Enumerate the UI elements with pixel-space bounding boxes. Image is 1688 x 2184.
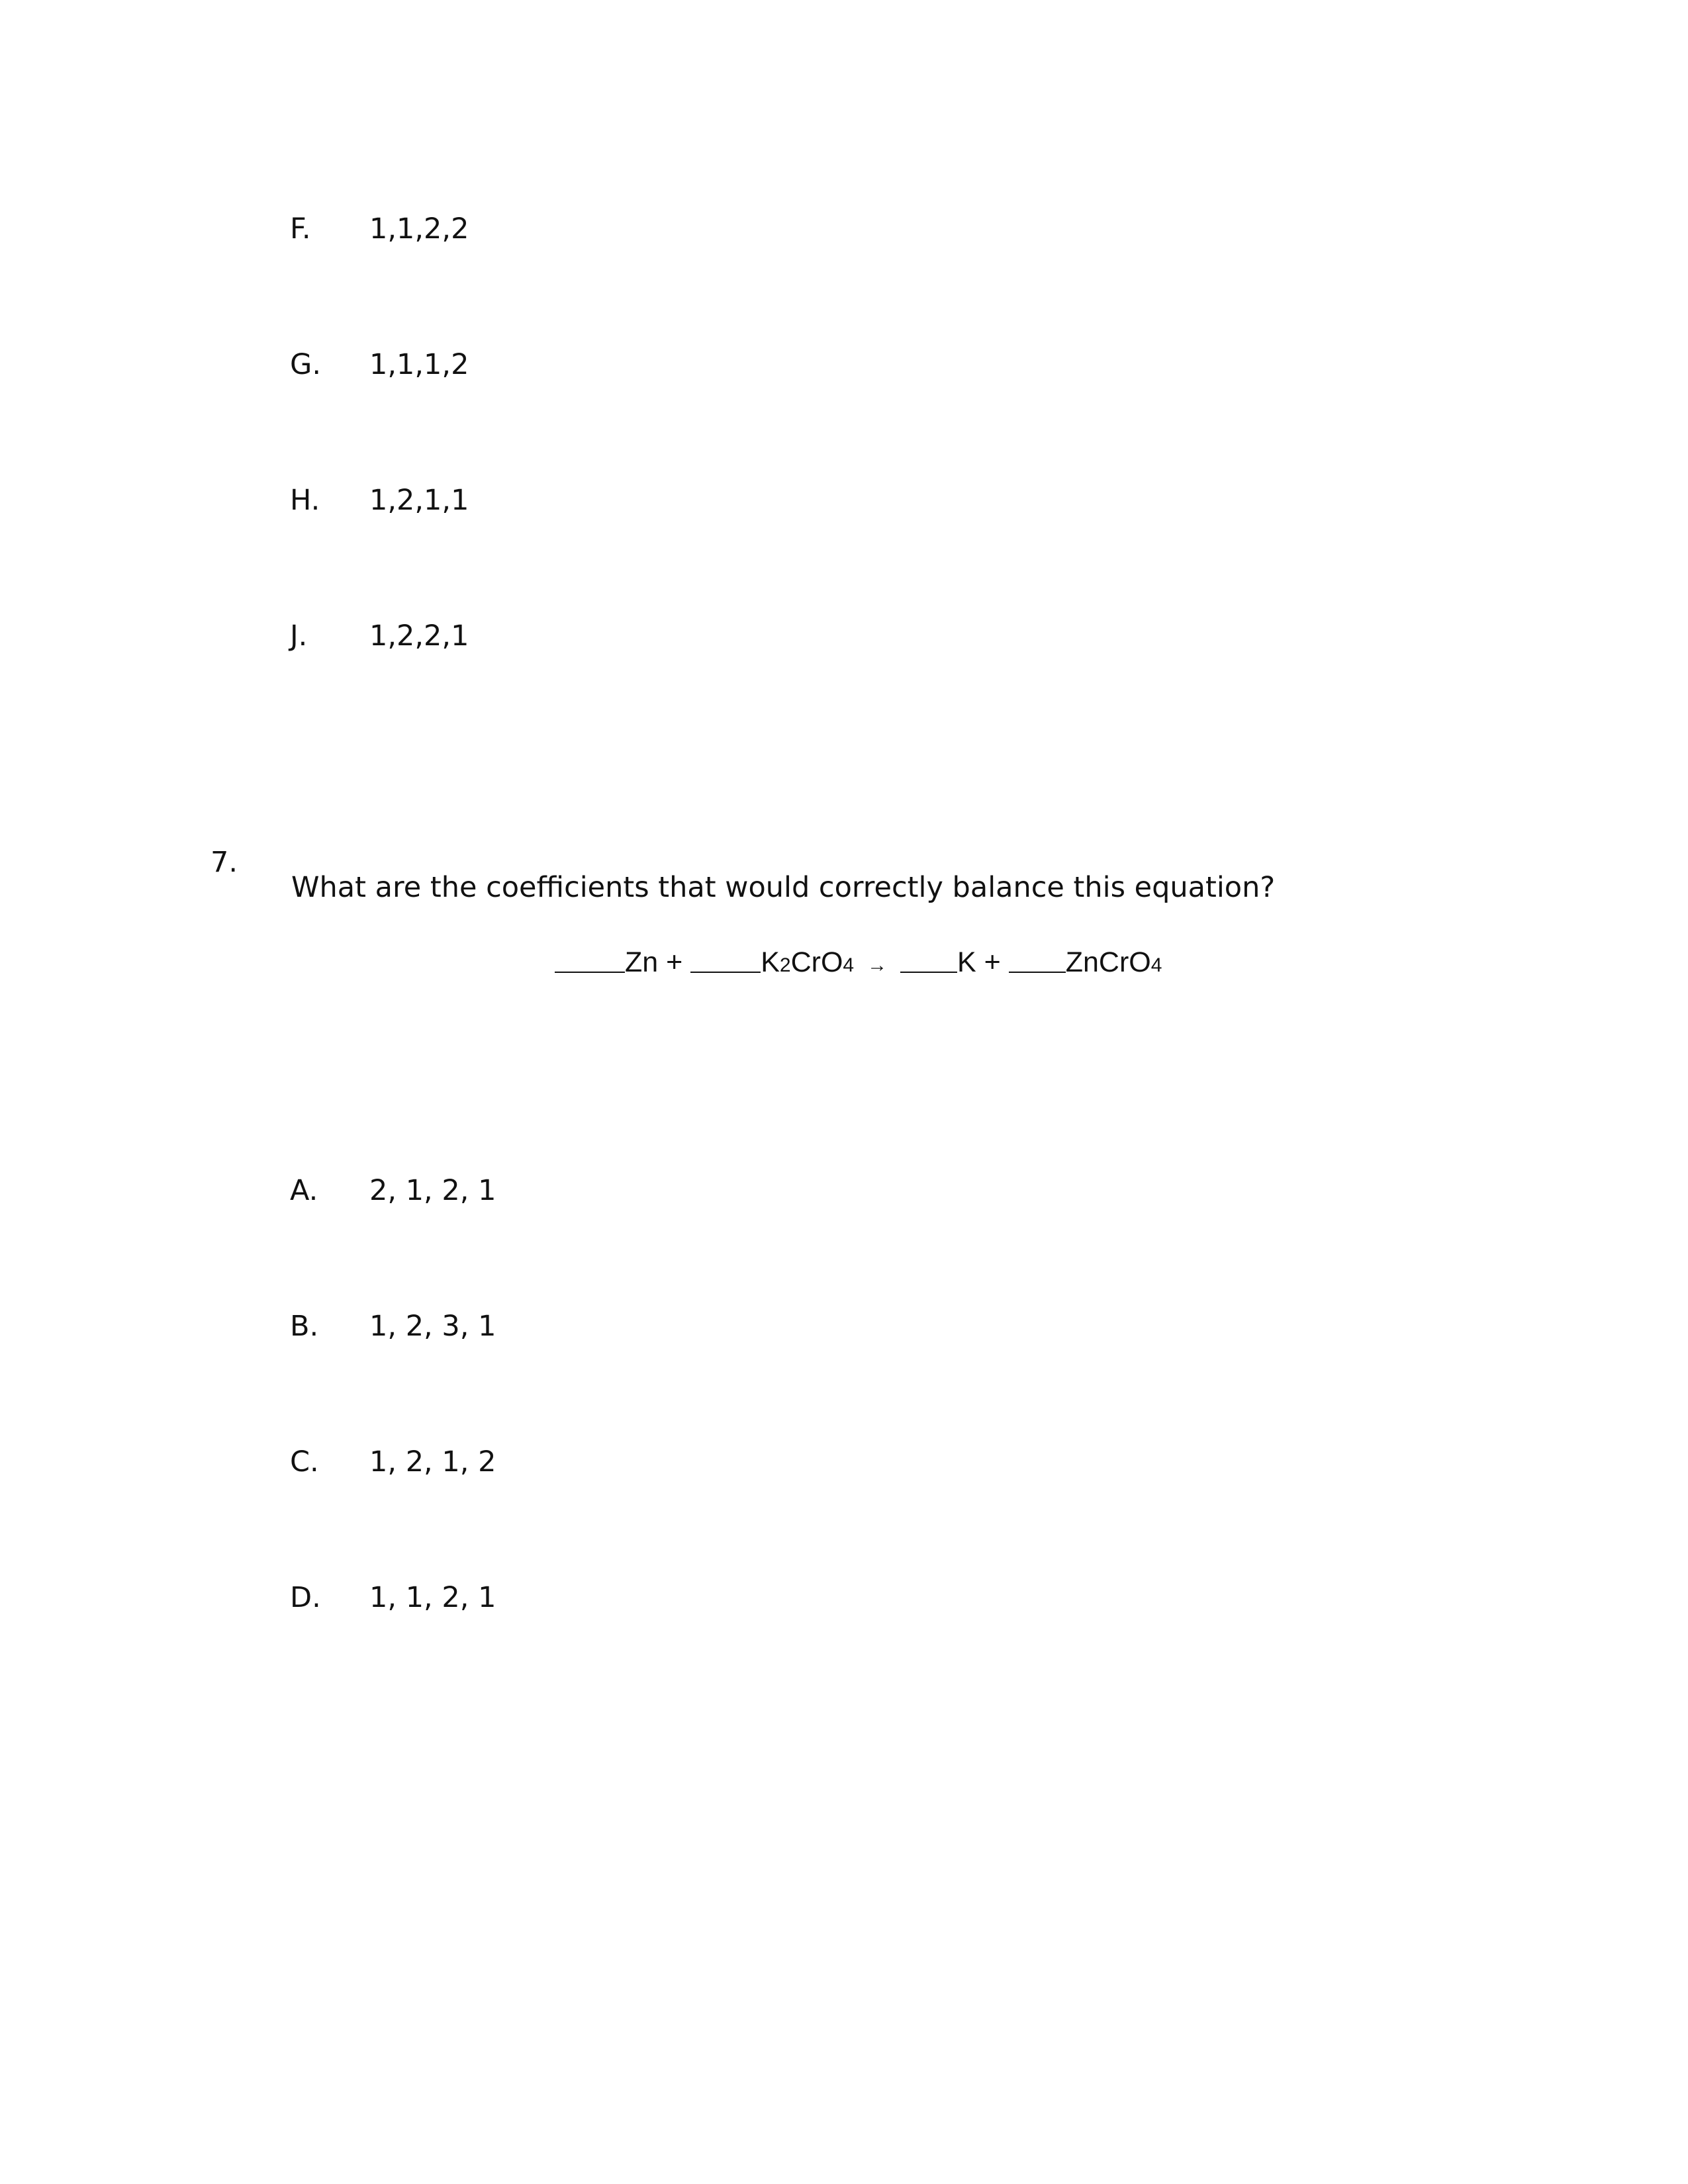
choice-value: 2, 1, 2, 1 — [369, 1174, 496, 1207]
subscript: 4 — [843, 954, 855, 976]
choice-letter: B. — [290, 1310, 319, 1343]
answer-choice-j[interactable] — [290, 619, 469, 653]
coefficient-blank-3[interactable] — [900, 948, 957, 973]
choice-letter: G. — [290, 348, 321, 381]
answer-choice-a[interactable] — [290, 1174, 496, 1207]
choice-value: 1,2,1,1 — [369, 484, 469, 517]
equation-term-zn: Zn — [625, 946, 659, 978]
equation-plus: + — [984, 946, 1001, 978]
coefficient-blank-4[interactable] — [1009, 948, 1066, 973]
choice-letter: A. — [290, 1174, 318, 1207]
choice-value: 1, 2, 1, 2 — [369, 1445, 496, 1479]
equation-term-k: K — [761, 946, 780, 978]
subscript: 4 — [1150, 954, 1162, 976]
question-text: What are the coefficients that would correctly balance this equation? — [291, 871, 1276, 904]
choice-value: 1,1,2,2 — [369, 212, 469, 246]
equation-term-k-product: K — [957, 946, 976, 978]
equation-term-zncro: ZnCrO — [1065, 946, 1151, 978]
subscript: 2 — [779, 954, 791, 976]
choice-value: 1, 1, 2, 1 — [369, 1581, 496, 1614]
choice-letter: D. — [290, 1581, 321, 1614]
choice-letter: J. — [290, 619, 308, 653]
choice-value: 1,2,2,1 — [369, 619, 469, 653]
reaction-arrow-icon: → — [867, 954, 888, 976]
chemical-equation — [555, 948, 1162, 977]
answer-choice-h[interactable] — [290, 486, 469, 515]
answer-choice-b[interactable] — [290, 1312, 496, 1341]
choice-letter: F. — [290, 212, 311, 246]
question-number: 7. — [211, 846, 238, 879]
answer-choice-g[interactable] — [290, 348, 469, 381]
coefficient-blank-1[interactable] — [555, 948, 625, 973]
choice-value: 1, 2, 3, 1 — [369, 1310, 496, 1343]
answer-choice-d[interactable] — [290, 1581, 496, 1614]
answer-choice-c[interactable] — [290, 1445, 496, 1479]
coefficient-blank-2[interactable] — [690, 948, 761, 973]
choice-letter: C. — [290, 1445, 319, 1479]
equation-plus: + — [666, 946, 683, 978]
choice-letter: H. — [290, 484, 320, 517]
equation-term-cro: CrO — [790, 946, 843, 978]
choice-value: 1,1,1,2 — [369, 348, 469, 381]
answer-choice-f[interactable] — [290, 212, 469, 246]
